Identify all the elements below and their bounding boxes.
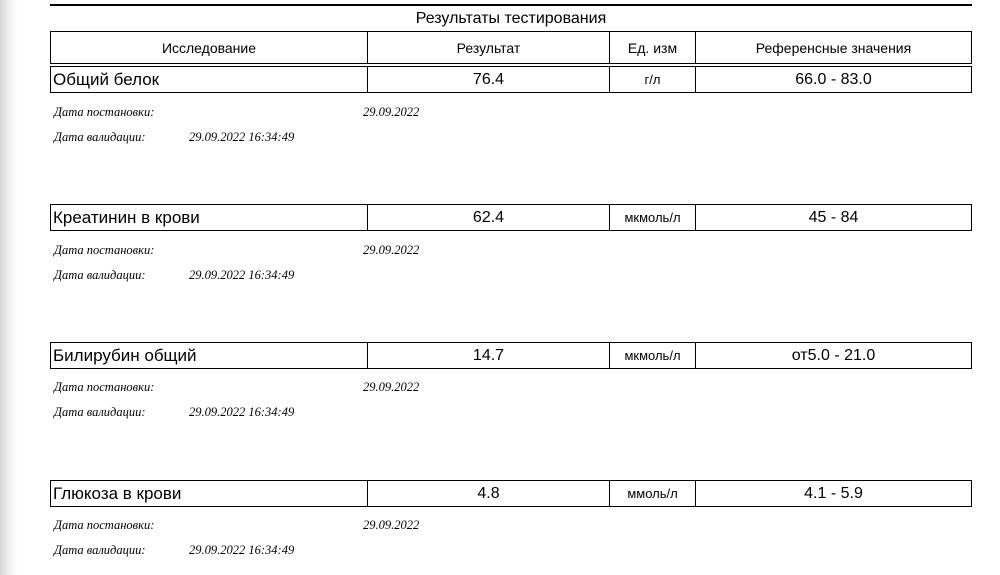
test-result: 4.8 (367, 481, 609, 506)
ordered-label: Дата постановки: (54, 518, 155, 532)
report-title: Результаты тестирования (415, 10, 607, 27)
test-unit: мкмоль/л (609, 205, 695, 230)
result-row-total-protein (50, 66, 972, 93)
ordered-date: 29.09.2022 (363, 243, 420, 257)
result-row-creatinine (50, 204, 972, 231)
validated-date: 29.09.2022 16:34:49 (189, 405, 295, 419)
test-unit: г/л (609, 67, 695, 92)
ordered-date: 29.09.2022 (363, 105, 420, 119)
ordered-date: 29.09.2022 (363, 518, 420, 532)
header-result: Результат (367, 32, 609, 63)
test-reference: от5.0 - 21.0 (695, 343, 971, 368)
test-name: Креатинин в крови (53, 207, 200, 227)
header-test: Исследование (161, 39, 257, 56)
test-result: 14.7 (367, 343, 609, 368)
test-reference: 4.1 - 5.9 (695, 481, 971, 506)
top-rule (50, 4, 972, 6)
ordered-label: Дата постановки: (54, 105, 155, 119)
validated-date: 29.09.2022 16:34:49 (189, 130, 295, 144)
test-unit: ммоль/л (609, 481, 695, 506)
validated-label: Дата валидации: (54, 268, 146, 282)
header-reference: Референсные значения (695, 32, 971, 63)
test-result: 76.4 (367, 67, 609, 92)
validated-date: 29.09.2022 16:34:49 (189, 543, 295, 557)
test-name: Общий белок (53, 69, 160, 89)
test-reference: 45 - 84 (695, 205, 971, 230)
validated-label: Дата валидации: (54, 405, 146, 419)
test-reference: 66.0 - 83.0 (695, 67, 971, 92)
result-row-blood-glucose (50, 480, 972, 507)
test-result: 62.4 (367, 205, 609, 230)
ordered-label: Дата постановки: (54, 243, 155, 257)
test-unit: мкмоль/л (609, 343, 695, 368)
result-row-total-bilirubin (50, 342, 972, 369)
ordered-date: 29.09.2022 (363, 380, 420, 394)
validated-date: 29.09.2022 16:34:49 (189, 268, 295, 282)
validated-label: Дата валидации: (54, 543, 146, 557)
ordered-label: Дата постановки: (54, 380, 155, 394)
header-unit: Ед. изм (609, 32, 695, 63)
table-header (50, 31, 972, 64)
validated-label: Дата валидации: (54, 130, 146, 144)
test-name: Билирубин общий (53, 345, 197, 365)
page-shadow-edge (0, 0, 18, 575)
test-name: Глюкоза в крови (53, 483, 182, 503)
